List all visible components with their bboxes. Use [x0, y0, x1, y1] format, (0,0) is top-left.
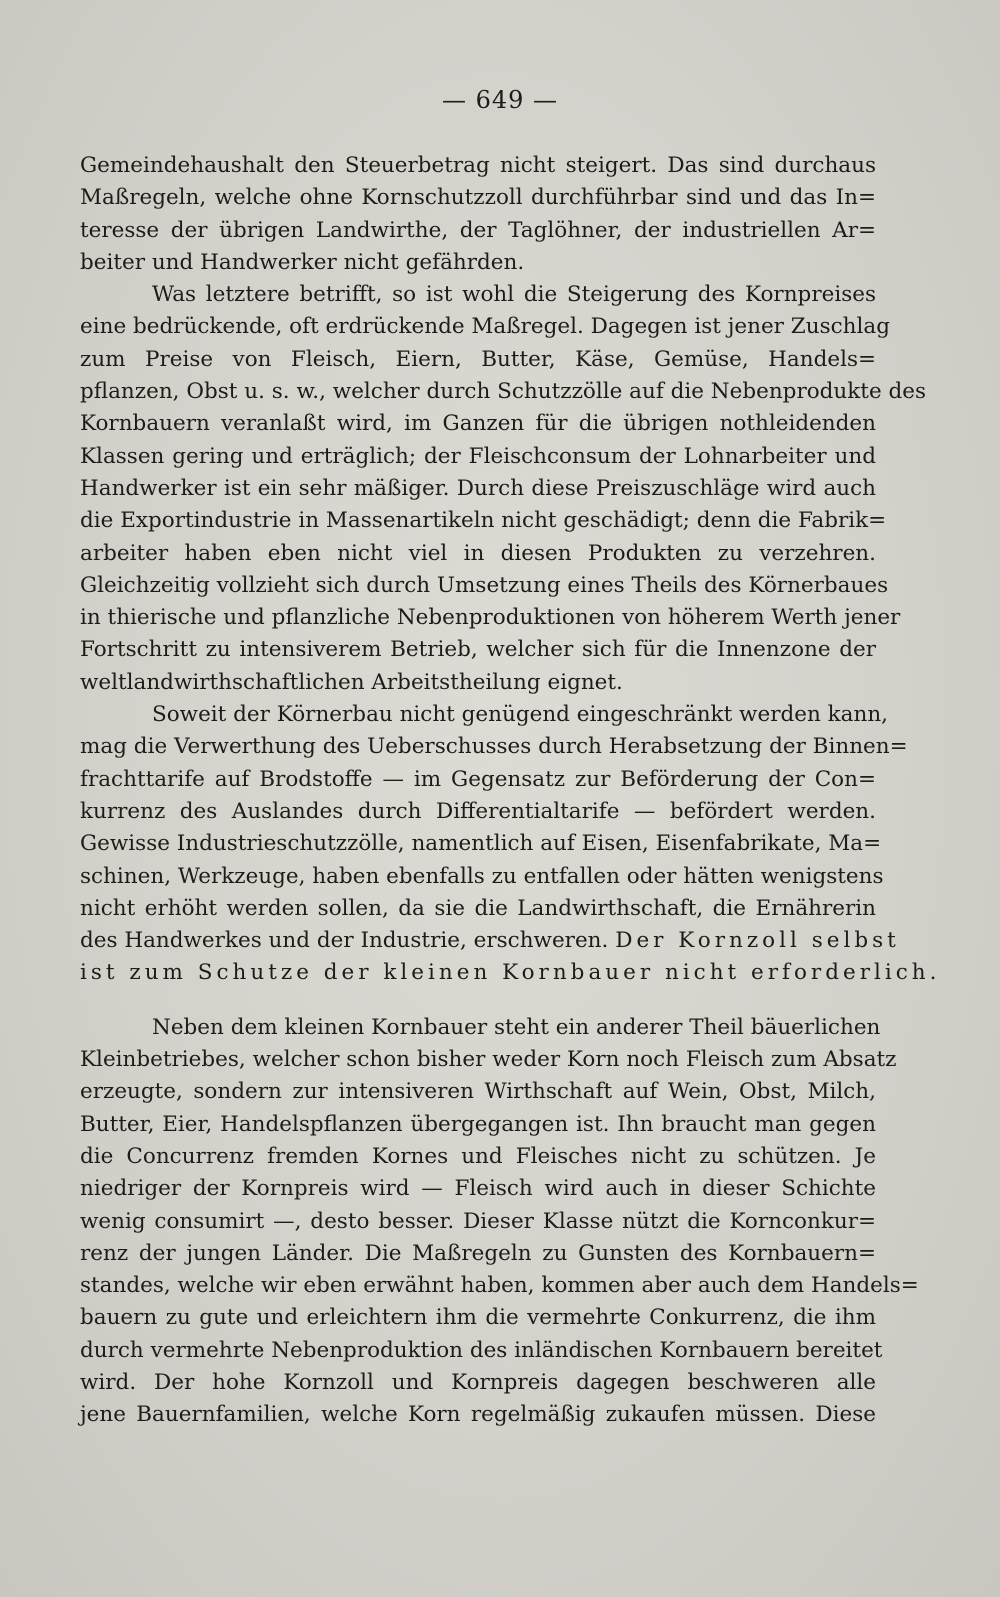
- text-line: Was letztere betrifft, so ist wohl die Steigerung des Kornpreises: [152, 282, 876, 308]
- paragraph-1: [80, 150, 876, 279]
- text-line: Gewisse Industrieschutzzölle, namentlich auf Eisen, Eisenfabrikate, Ma=: [80, 831, 882, 857]
- text-line: eine bedrückende, oft erdrückende Maßregel. Dagegen ist jener Zuschlag: [80, 314, 890, 340]
- text-line: beiter und Handwerker nicht gefährden.: [80, 249, 525, 275]
- paragraph-3: [80, 699, 941, 990]
- body-text: [80, 150, 941, 1432]
- text-line: jene Bauernfamilien, welche Korn regelmäßig zukaufen müssen. Diese: [80, 1402, 876, 1428]
- text-line: Klassen gering und erträglich; der Fleischconsum der Lohnarbeiter und: [80, 443, 876, 469]
- text-line: Kleinbetriebes, welcher schon bisher weder Korn noch Fleisch zum Absatz: [80, 1047, 897, 1073]
- page-number: — 649 —: [441, 86, 559, 114]
- text-line: standes, welche wir eben erwähnt haben, kommen aber auch dem Handels=: [80, 1273, 919, 1299]
- text-line: [80, 925, 900, 957]
- text-line: Handwerker ist ein sehr mäßiger. Durch diese Preiszuschläge wird auch: [80, 475, 876, 501]
- text-line: Gemeindehaushalt den Steuerbetrag nicht steigert. Das sind durchaus: [80, 153, 876, 178]
- text-line: Soweit der Körnerbau nicht genügend eingeschränkt werden kann,: [152, 702, 889, 728]
- text-line: Neben dem kleinen Kornbauer steht ein anderer Theil bäuerlichen: [152, 1014, 881, 1040]
- spaced-emphasis: Der Kornzoll selbst: [615, 928, 900, 954]
- text-line: kurrenz des Auslandes durch Differentialtarife — befördert werden.: [80, 798, 876, 824]
- text-line: renz der jungen Länder. Die Maßregeln zu Gunsten des Kornbauern=: [80, 1240, 876, 1266]
- text-line: pflanzen, Obst u. s. w., welcher durch Schutzzölle auf die Nebenprodukte des: [80, 379, 927, 405]
- paragraph-2: [80, 279, 927, 699]
- text-line: erzeugte, sondern zur intensiveren Wirthschaft auf Wein, Obst, Milch,: [80, 1079, 876, 1105]
- text-line: weltlandwirthschaftlichen Arbeitstheilung eignet.: [80, 669, 623, 695]
- text-line: frachttarife auf Brodstoffe — im Gegensatz zur Beförderung der Con=: [80, 766, 876, 792]
- text-line: niedriger der Kornpreis wird — Fleisch wird auch in dieser Schichte: [80, 1176, 876, 1202]
- text-line: die Exportindustrie in Massenartikeln nicht geschädigt; denn die Fabrik=: [80, 508, 887, 534]
- text-line: in thierische und pflanzliche Nebenproduktionen von höherem Werth jener: [80, 605, 901, 631]
- text-line: arbeiter haben eben nicht viel in diesen Produkten zu verzehren.: [80, 540, 876, 566]
- text-line: durch vermehrte Nebenproduktion des inländischen Kornbauern bereitet: [80, 1337, 883, 1363]
- text-line: Butter, Eier, Handelspflanzen übergegangen ist. Ihn braucht man gegen: [80, 1111, 876, 1137]
- text-line: teresse der übrigen Landwirthe, der Taglöhner, der industriellen Ar=: [80, 217, 876, 243]
- text-segment: des Handwerkes und der Industrie, erschweren.: [80, 928, 609, 954]
- text-line: zum Preise von Fleisch, Eiern, Butter, Käse, Gemüse, Handels=: [80, 346, 876, 372]
- text-line: wird. Der hohe Kornzoll und Kornpreis dagegen beschweren alle: [80, 1369, 876, 1395]
- text-line: die Concurrenz fremden Kornes und Fleisches nicht zu schützen. Je: [80, 1143, 876, 1169]
- text-line: bauern zu gute und erleichtern ihm die vermehrte Conkurrenz, die ihm: [80, 1305, 876, 1331]
- text-line: Kornbauern veranlaßt wird, im Ganzen für die übrigen nothleidenden: [80, 411, 876, 437]
- text-line: wenig consumirt —, desto besser. Dieser Klasse nützt die Kornconkur=: [80, 1208, 876, 1234]
- text-line: Gleichzeitig vollzieht sich durch Umsetzung eines Theils des Körnerbaues: [80, 572, 889, 598]
- paragraph-4: [80, 1012, 919, 1432]
- text-line: mag die Verwerthung des Ueberschusses durch Herabsetzung der Binnen=: [80, 734, 908, 760]
- text-line: Maßregeln, welche ohne Kornschutzzoll durchführbar sind und das In=: [80, 185, 876, 211]
- text-line: nicht erhöht werden sollen, da sie die Landwirthschaft, die Ernährerin: [80, 895, 876, 921]
- section-gap: [80, 990, 876, 1012]
- text-line: Fortschritt zu intensiverem Betrieb, welcher sich für die Innenzone der: [80, 637, 876, 663]
- text-line: schinen, Werkzeuge, haben ebenfalls zu entfallen oder hätten wenigstens: [80, 863, 884, 889]
- spaced-emphasis-line: ist zum Schutze der kleinen Kornbauer nicht erforderlich.: [80, 960, 941, 986]
